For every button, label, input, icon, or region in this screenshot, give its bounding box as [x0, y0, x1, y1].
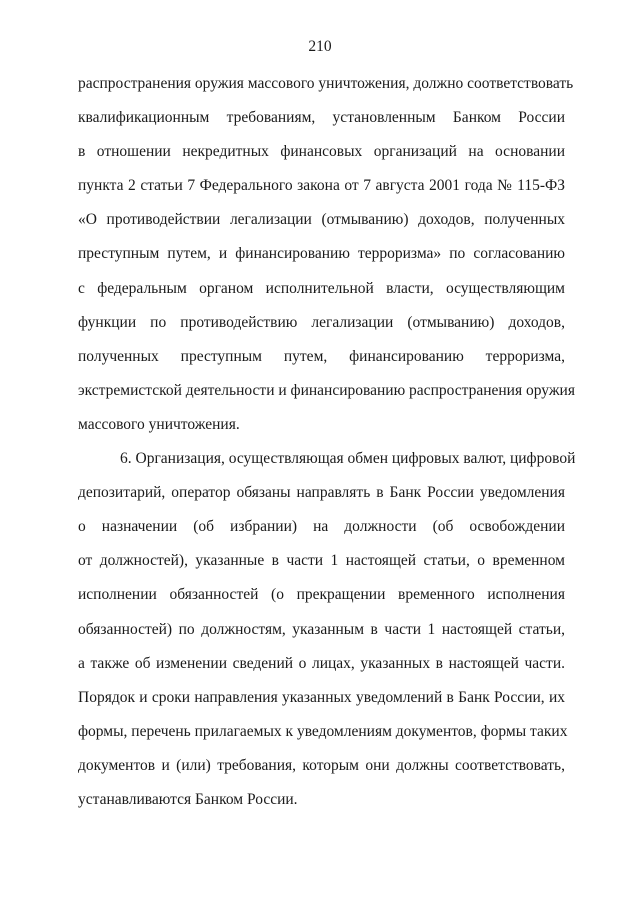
text-line: а также об изменении сведений о лицах, указанных в настоящей части. [78, 654, 565, 672]
text-line: депозитарий, оператор обязаны направлять в Банк России уведомления [78, 484, 565, 502]
text-line: распространения оружия массового уничтожения, должно соответствовать [78, 75, 574, 92]
document-body [78, 67, 576, 817]
text-line: преступным путем, и финансированию терроризма» по согласованию [78, 245, 565, 263]
paragraph-item-6 [78, 442, 576, 817]
text-line: функции по противодействию легализации (отмыванию) доходов, [78, 313, 565, 331]
text-line: пункта 2 статьи 7 Федерального закона от 7 августа 2001 года № 115-ФЗ [78, 177, 565, 195]
text-line: с федеральным органом исполнительной власти, осуществляющим [78, 279, 565, 297]
paragraph-continuation [78, 67, 575, 442]
text-line: документов и (или) требования, которым они должны соответствовать, [78, 756, 565, 774]
text-line: Порядок и сроки направления указанных уведомлений в Банк России, их [78, 688, 565, 706]
text-line: полученных преступным путем, финансированию терроризма, [78, 347, 565, 365]
text-line: массового уничтожения. [78, 415, 240, 433]
text-line: устанавливаются Банком России. [78, 790, 298, 808]
text-line: о назначении (об избрании) на должности (об освобождении [78, 518, 565, 536]
text-line: обязанностей) по должностям, указанным в части 1 настоящей статьи, [78, 620, 565, 638]
text-line: от должностей), указанные в части 1 настоящей статьи, о временном [78, 552, 565, 570]
text-line: 6. Организация, осуществляющая обмен цифровых валют, цифровой [120, 450, 576, 468]
text-line: «О противодействии легализации (отмыванию) доходов, полученных [78, 211, 565, 229]
text-line: формы, перечень прилагаемых к уведомлениям документов, формы таких [78, 722, 568, 740]
text-line: исполнении обязанностей (о прекращении временного исполнения [78, 586, 565, 604]
text-line: в отношении некредитных финансовых организаций на основании [78, 143, 565, 161]
page-number: 210 [308, 38, 332, 55]
text-line: квалификационным требованиям, установленным Банком России [78, 109, 565, 127]
text-line: экстремистской деятельности и финансированию распространения оружия [78, 381, 575, 399]
